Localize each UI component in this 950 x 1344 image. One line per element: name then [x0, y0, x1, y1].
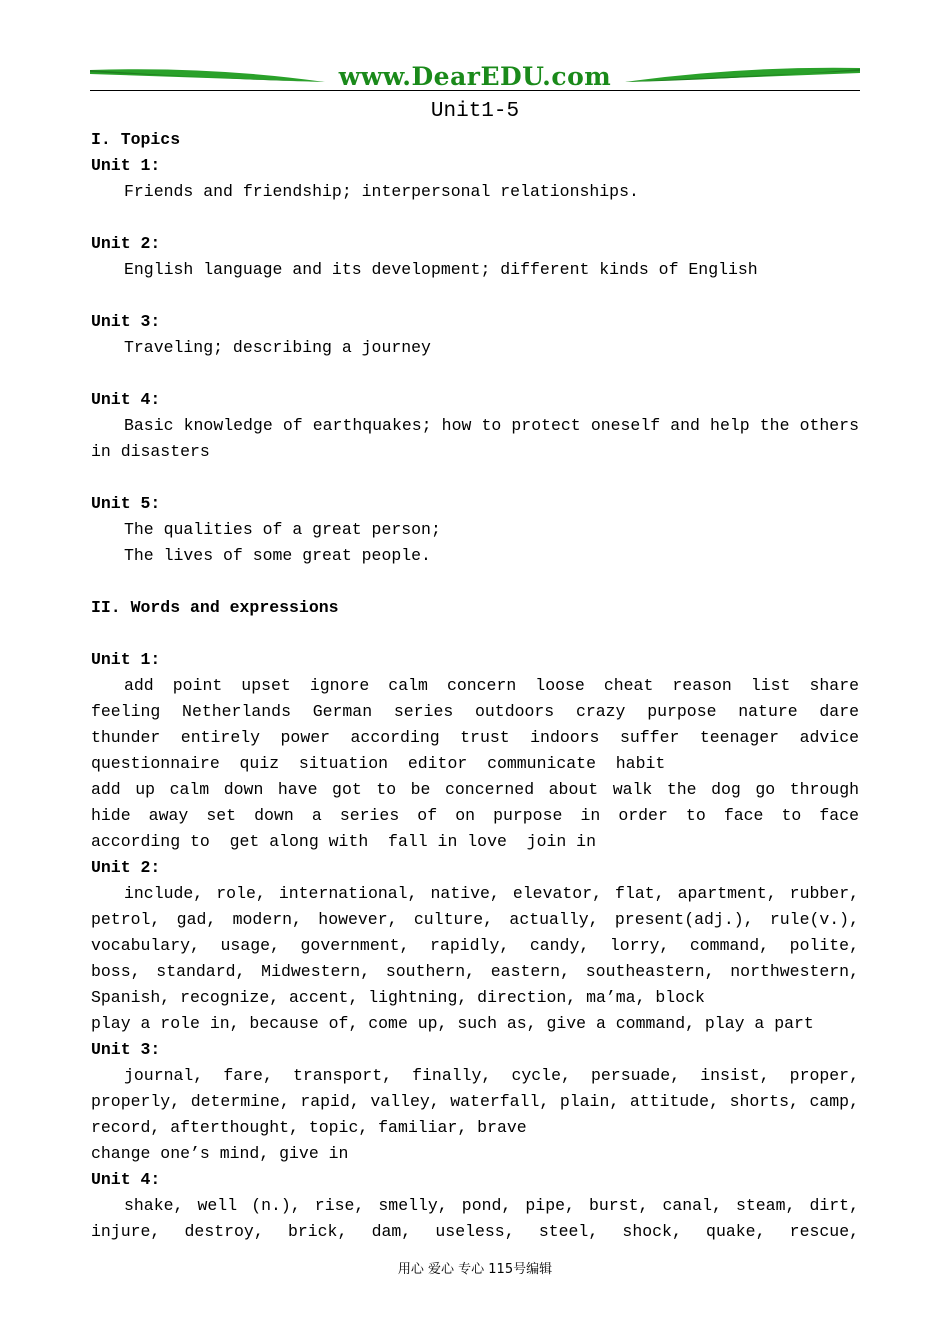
section-heading: Unit 2: [91, 858, 161, 877]
text-line: feeling Netherlands German series outdoors crazy purpose nature dare [91, 702, 859, 721]
text-line: thunder entirely power according trust indoors suffer teenager advice [91, 728, 859, 747]
text-line: play a role in, because of, come up, such as, give a command, play a part [91, 1014, 814, 1033]
text-line: in disasters [91, 442, 210, 461]
text-line: according to get along with fall in love join in [91, 832, 596, 851]
blank-line [91, 283, 859, 309]
document-body [91, 127, 859, 1245]
text-line: include, role, international, native, elevator, flat, apartment, rubber, [124, 884, 859, 903]
text-line: injure, destroy, brick, dam, useless, steel, shock, quake, rescue, [91, 1222, 859, 1241]
page-footer: 用心 爱心 专心 115号编辑 [397, 1262, 553, 1277]
text-line: questionnaire quiz situation editor communicate habit [91, 754, 666, 773]
text-line: change one’s mind, give in [91, 1144, 349, 1163]
header-rule [90, 90, 860, 91]
text-line: add up calm down have got to be concerned about walk the dog go through [91, 780, 859, 799]
section-heading: II. Words and expressions [91, 598, 339, 617]
page-title: Unit1-5 [430, 100, 520, 123]
blank-line [91, 621, 859, 647]
text-line: Spanish, recognize, accent, lightning, direction, ma’ma, block [91, 988, 705, 1007]
text-line: boss, standard, Midwestern, southern, eastern, southeastern, northwestern, [91, 962, 859, 981]
text-line: Friends and friendship; interpersonal relationships. [124, 182, 639, 201]
section-heading: I. Topics [91, 130, 181, 149]
blank-line [91, 569, 859, 595]
text-line: vocabulary, usage, government, rapidly, candy, lorry, command, polite, [91, 936, 859, 955]
text-line: The qualities of a great person; [124, 520, 441, 539]
text-line: hide away set down a series of on purpose in order to face to face [91, 806, 859, 825]
text-line: English language and its development; different kinds of English [124, 260, 758, 279]
text-line: properly, determine, rapid, valley, waterfall, plain, attitude, shorts, camp, [91, 1092, 859, 1111]
section-heading: Unit 2: [91, 234, 161, 253]
section-heading: Unit 4: [91, 390, 161, 409]
text-line: Basic knowledge of earthquakes; how to protect oneself and help the others [124, 416, 859, 435]
section-heading: Unit 4: [91, 1170, 161, 1189]
text-line: shake, well (n.), rise, smelly, pond, pipe, burst, canal, steam, dirt, [124, 1196, 859, 1215]
blank-line [91, 205, 859, 231]
text-line: petrol, gad, modern, however, culture, actually, present(adj.), rule(v.), [91, 910, 859, 929]
site-logo-text: www.DearEDU.com [338, 62, 612, 91]
text-line: journal, fare, transport, finally, cycle, persuade, insist, proper, [124, 1066, 859, 1085]
section-heading: Unit 1: [91, 650, 161, 669]
section-heading: Unit 3: [91, 312, 161, 331]
section-heading: Unit 5: [91, 494, 161, 513]
text-line: record, afterthought, topic, familiar, brave [91, 1118, 527, 1137]
blank-line [91, 465, 859, 491]
blank-line [91, 361, 859, 387]
section-heading: Unit 3: [91, 1040, 161, 1059]
section-heading: Unit 1: [91, 156, 161, 175]
text-line: The lives of some great people. [124, 546, 431, 565]
text-line: add point upset ignore calm concern loose cheat reason list share [124, 676, 859, 695]
text-line: Traveling; describing a journey [124, 338, 431, 357]
